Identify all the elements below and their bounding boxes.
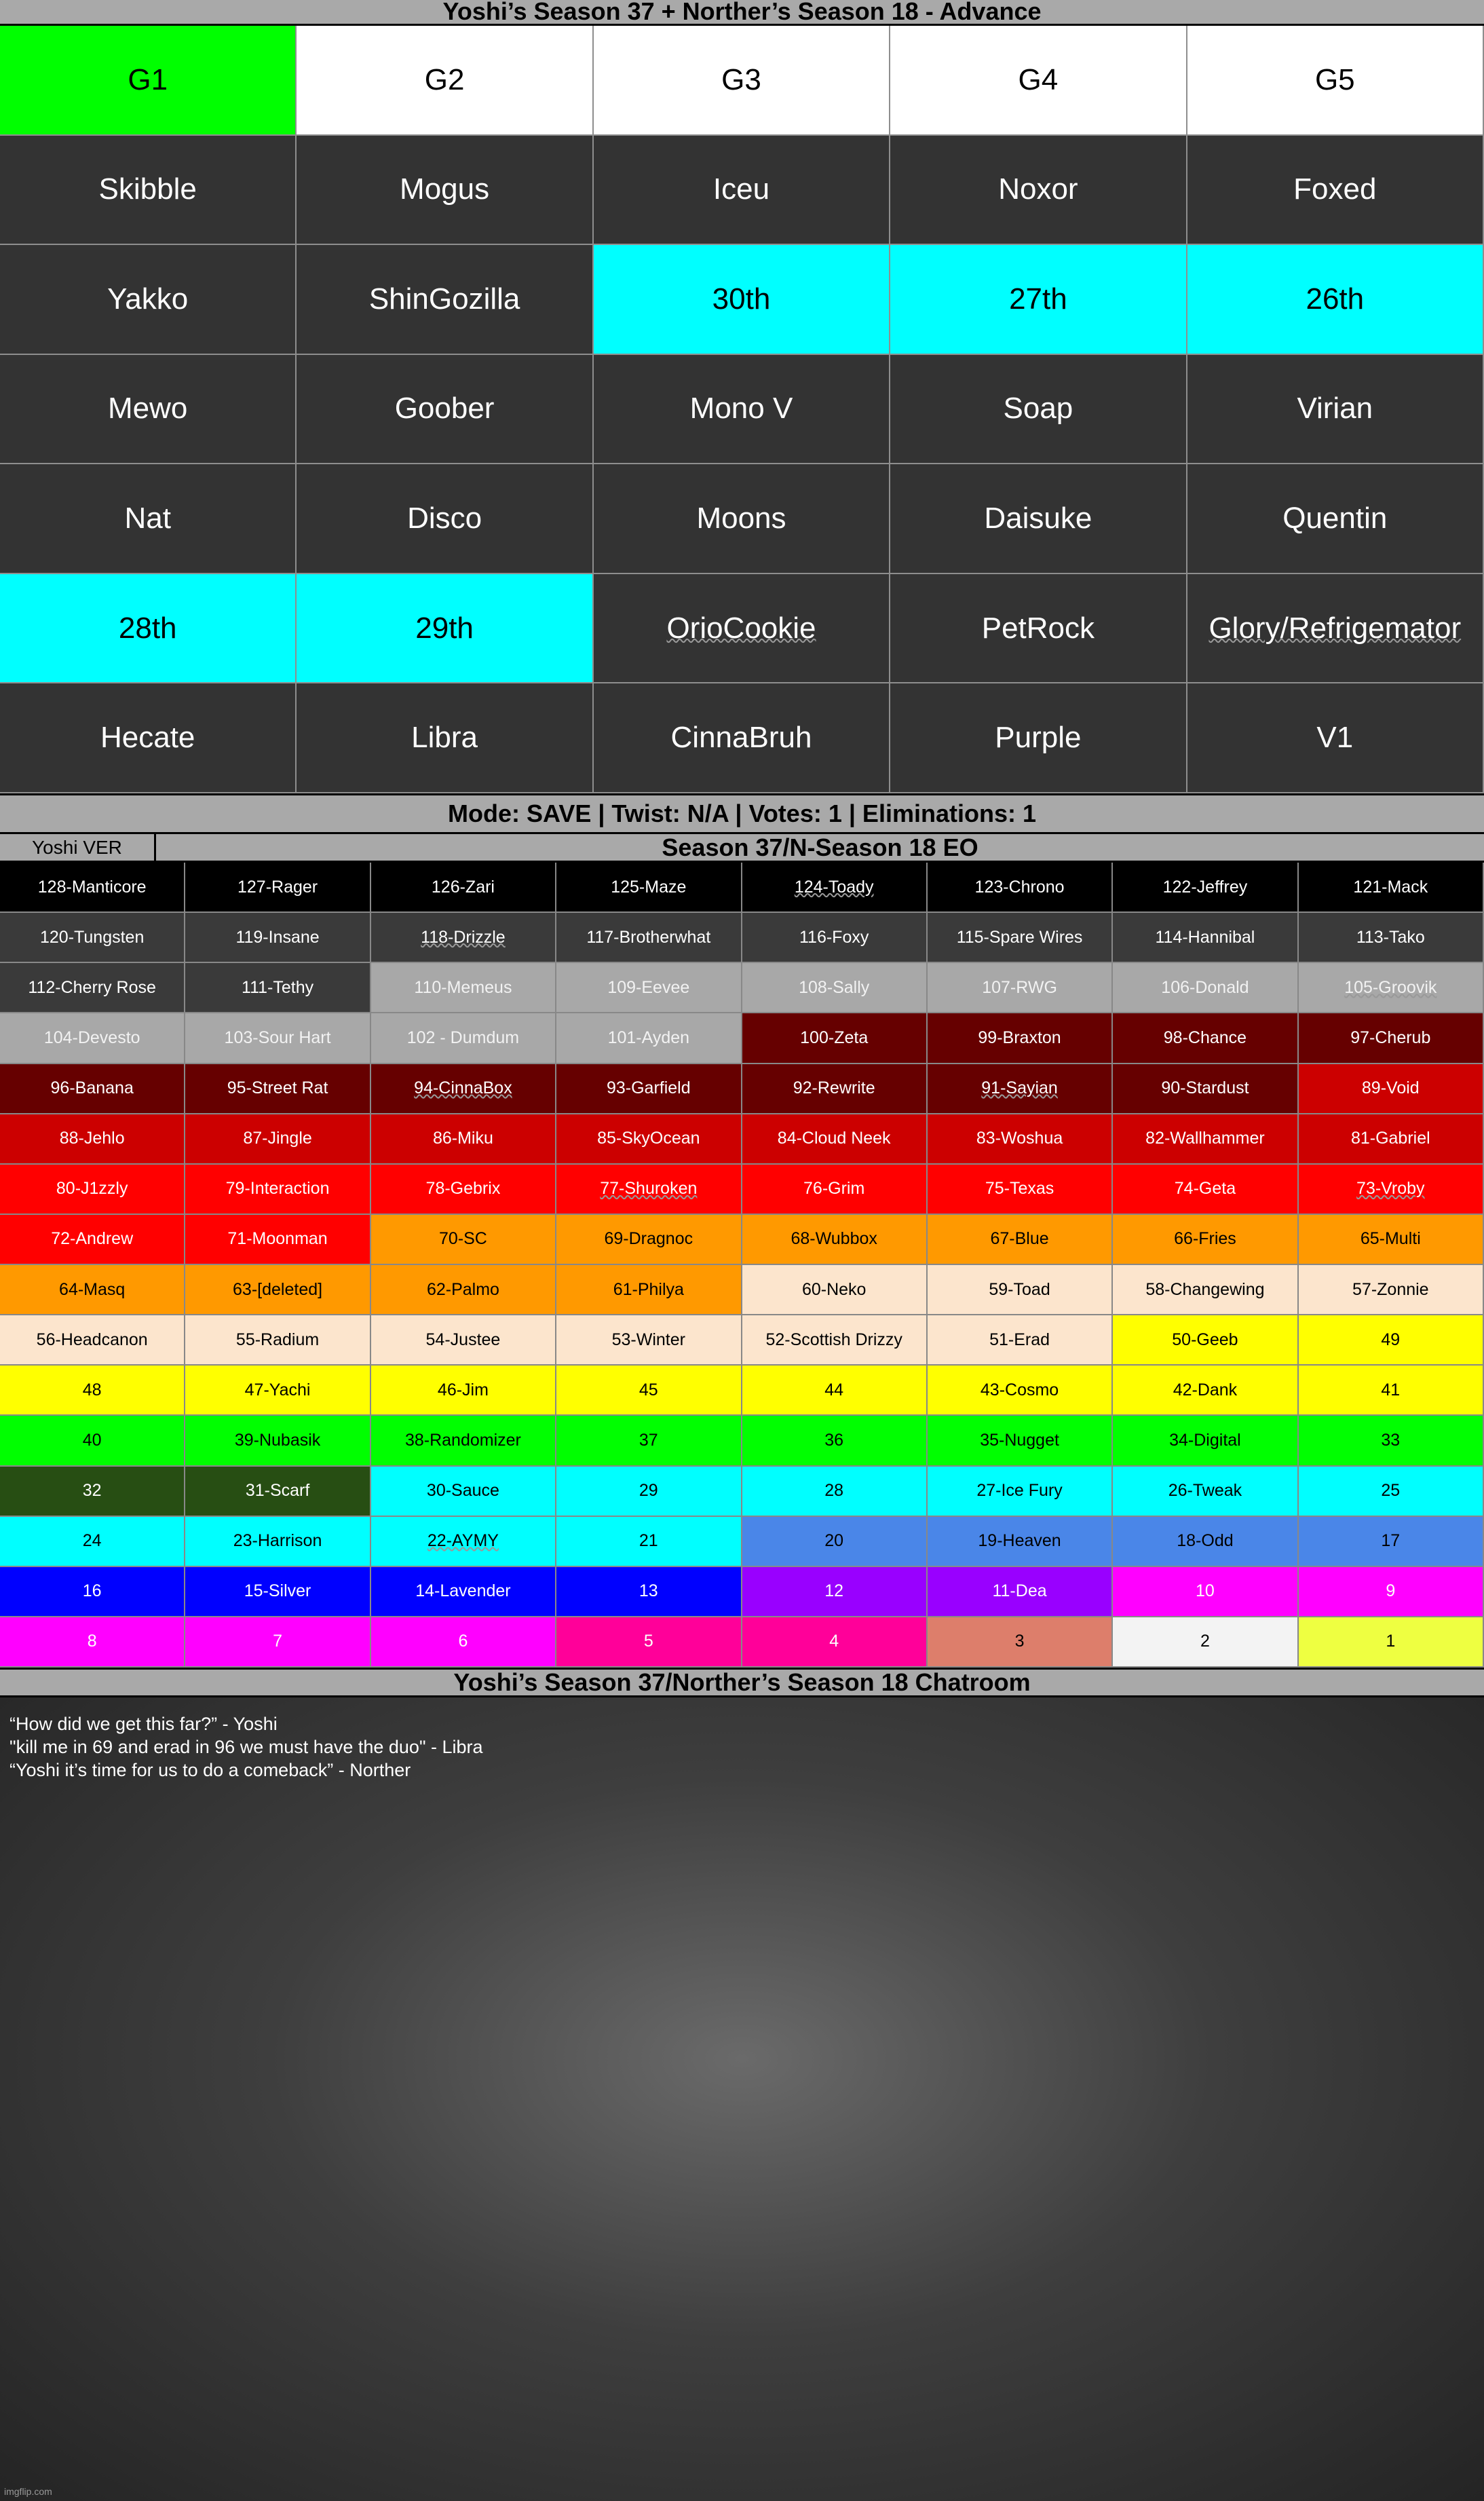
- eo-cell: 96-Banana: [0, 1064, 185, 1114]
- eo-cell: 90-Stardust: [1113, 1064, 1298, 1114]
- eo-cell: 41: [1299, 1366, 1484, 1416]
- eo-cell: 52-Scottish Drizzy: [742, 1315, 928, 1366]
- group-header-g5: G5: [1187, 26, 1484, 136]
- eo-cell: 110-Memeus: [371, 963, 556, 1013]
- group-cell: 30th: [594, 245, 890, 355]
- group-grid: [0, 26, 1484, 793]
- eo-cell: 88-Jehlo: [0, 1114, 185, 1165]
- eo-cell: 119-Insane: [185, 913, 370, 963]
- eo-cell: 121-Mack: [1299, 863, 1484, 913]
- eo-cell: 82-Wallhammer: [1113, 1114, 1298, 1165]
- eo-cell: 102 - Dumdum: [371, 1013, 556, 1064]
- eo-cell: 39-Nubasik: [185, 1416, 370, 1466]
- eo-cell: 124-Toady: [742, 863, 928, 913]
- eo-cell: 10: [1113, 1567, 1298, 1617]
- eo-cell: 5: [556, 1617, 742, 1668]
- eo-cell: 99-Braxton: [928, 1013, 1113, 1064]
- eo-cell: 86-Miku: [371, 1114, 556, 1165]
- eo-cell: 40: [0, 1416, 185, 1466]
- eo-cell: 1: [1299, 1617, 1484, 1668]
- group-cell: 28th: [0, 574, 297, 684]
- group-cell: Iceu: [594, 136, 890, 246]
- chat-message: “Yoshi it’s time for us to do a comeback” - Norther: [9, 1760, 411, 1780]
- page-title: Yoshi’s Season 37 + Norther’s Season 18 - Advance: [0, 0, 1484, 26]
- eo-cell: 125-Maze: [556, 863, 742, 913]
- group-cell: PetRock: [890, 574, 1187, 684]
- eo-cell: 59-Toad: [928, 1265, 1113, 1315]
- eo-cell: 108-Sally: [742, 963, 928, 1013]
- eo-cell: 12: [742, 1567, 928, 1617]
- eo-cell: 115-Spare Wires: [928, 913, 1113, 963]
- eo-cell: 74-Geta: [1113, 1165, 1298, 1215]
- mode-status-bar: Mode: SAVE | Twist: N/A | Votes: 1 | Eliminations: 1: [0, 793, 1484, 834]
- eo-cell: 35-Nugget: [928, 1416, 1113, 1466]
- group-cell: Mewo: [0, 355, 297, 465]
- eo-cell: 122-Jeffrey: [1113, 863, 1298, 913]
- eo-cell: 15-Silver: [185, 1567, 370, 1617]
- eo-cell: 69-Dragnoc: [556, 1215, 742, 1265]
- group-cell: Goober: [297, 355, 593, 465]
- group-cell: ShinGozilla: [297, 245, 593, 355]
- eo-cell: 106-Donald: [1113, 963, 1298, 1013]
- eo-cell: 38-Randomizer: [371, 1416, 556, 1466]
- eo-header-row: [0, 834, 1484, 863]
- eo-cell: 34-Digital: [1113, 1416, 1298, 1466]
- eo-cell: 98-Chance: [1113, 1013, 1298, 1064]
- group-cell: Hecate: [0, 683, 297, 793]
- eo-cell: 113-Tako: [1299, 913, 1484, 963]
- eo-cell: 57-Zonnie: [1299, 1265, 1484, 1315]
- eo-cell: 70-SC: [371, 1215, 556, 1265]
- eo-cell: 46-Jim: [371, 1366, 556, 1416]
- eo-cell: 13: [556, 1567, 742, 1617]
- eo-cell: 44: [742, 1366, 928, 1416]
- eo-cell: 79-Interaction: [185, 1165, 370, 1215]
- eo-cell: 32: [0, 1467, 185, 1517]
- eo-cell: 49: [1299, 1315, 1484, 1366]
- watermark: imgflip.com: [4, 2486, 52, 2497]
- eo-cell: 126-Zari: [371, 863, 556, 913]
- eo-cell: 127-Rager: [185, 863, 370, 913]
- group-cell: 26th: [1187, 245, 1484, 355]
- group-header-g2: G2: [297, 26, 593, 136]
- eo-cell: 65-Multi: [1299, 1215, 1484, 1265]
- eo-cell: 56-Headcanon: [0, 1315, 185, 1366]
- eo-cell: 61-Philya: [556, 1265, 742, 1315]
- eo-title: Season 37/N-Season 18 EO: [662, 833, 978, 861]
- eo-cell: 62-Palmo: [371, 1265, 556, 1315]
- chat-message: “How did we get this far?” - Yoshi: [9, 1714, 278, 1734]
- chatroom-area: [0, 1697, 1484, 2501]
- eo-cell: 21: [556, 1517, 742, 1567]
- group-cell: 29th: [297, 574, 593, 684]
- eo-cell: 58-Changewing: [1113, 1265, 1298, 1315]
- group-cell: Foxed: [1187, 136, 1484, 246]
- eo-cell: 27-Ice Fury: [928, 1467, 1113, 1517]
- eo-cell: 116-Foxy: [742, 913, 928, 963]
- eo-cell: 85-SkyOcean: [556, 1114, 742, 1165]
- eo-cell: 128-Manticore: [0, 863, 185, 913]
- group-cell: Quentin: [1187, 464, 1484, 574]
- eo-cell: 105-Groovik: [1299, 963, 1484, 1013]
- eo-cell: 81-Gabriel: [1299, 1114, 1484, 1165]
- eo-cell: 37: [556, 1416, 742, 1466]
- eo-cell: 11-Dea: [928, 1567, 1113, 1617]
- eo-cell: 78-Gebrix: [371, 1165, 556, 1215]
- eo-cell: 80-J1zzly: [0, 1165, 185, 1215]
- eo-cell: 29: [556, 1467, 742, 1517]
- eo-cell: 30-Sauce: [371, 1467, 556, 1517]
- group-cell: Skibble: [0, 136, 297, 246]
- eo-cell: 19-Heaven: [928, 1517, 1113, 1567]
- eo-cell: 118-Drizzle: [371, 913, 556, 963]
- eo-cell: 91-Sayian: [928, 1064, 1113, 1114]
- eo-cell: 67-Blue: [928, 1215, 1113, 1265]
- eo-cell: 72-Andrew: [0, 1215, 185, 1265]
- eo-cell: 75-Texas: [928, 1165, 1113, 1215]
- chatroom-title: Yoshi’s Season 37/Norther’s Season 18 Chatroom: [0, 1668, 1484, 1697]
- eo-cell: 101-Ayden: [556, 1013, 742, 1064]
- eo-cell: 33: [1299, 1416, 1484, 1466]
- eo-cell: 68-Wubbox: [742, 1215, 928, 1265]
- group-cell: Mogus: [297, 136, 593, 246]
- eo-cell: 3: [928, 1617, 1113, 1668]
- group-cell: Moons: [594, 464, 890, 574]
- eo-cell: 95-Street Rat: [185, 1064, 370, 1114]
- eo-cell: 77-Shuroken: [556, 1165, 742, 1215]
- eo-cell: 114-Hannibal: [1113, 913, 1298, 963]
- eo-cell: 50-Geeb: [1113, 1315, 1298, 1366]
- eo-cell: 20: [742, 1517, 928, 1567]
- eo-cell: 53-Winter: [556, 1315, 742, 1366]
- eo-cell: 8: [0, 1617, 185, 1668]
- group-cell: Daisuke: [890, 464, 1187, 574]
- eo-cell: 107-RWG: [928, 963, 1113, 1013]
- eo-cell: 103-Sour Hart: [185, 1013, 370, 1064]
- eo-cell: 64-Masq: [0, 1265, 185, 1315]
- eo-cell: 9: [1299, 1567, 1484, 1617]
- eo-cell: 42-Dank: [1113, 1366, 1298, 1416]
- group-cell: Purple: [890, 683, 1187, 793]
- group-header-g3: G3: [594, 26, 890, 136]
- eo-cell: 84-Cloud Neek: [742, 1114, 928, 1165]
- group-cell: V1: [1187, 683, 1484, 793]
- group-header-g1: G1: [0, 26, 297, 136]
- eo-cell: 24: [0, 1517, 185, 1567]
- eo-cell: 47-Yachi: [185, 1366, 370, 1416]
- chat-messages: [9, 1712, 483, 1782]
- version-label: Yoshi VER: [0, 834, 156, 861]
- group-cell: 27th: [890, 245, 1187, 355]
- elimination-order-grid: [0, 863, 1484, 1668]
- eo-cell: 16: [0, 1567, 185, 1617]
- group-cell: CinnaBruh: [594, 683, 890, 793]
- eo-cell: 14-Lavender: [371, 1567, 556, 1617]
- eo-cell: 71-Moonman: [185, 1215, 370, 1265]
- eo-cell: 36: [742, 1416, 928, 1466]
- eo-cell: 26-Tweak: [1113, 1467, 1298, 1517]
- group-cell: Noxor: [890, 136, 1187, 246]
- eo-cell: 63-[deleted]: [185, 1265, 370, 1315]
- group-cell: Glory/Refrigemator: [1187, 574, 1484, 684]
- eo-cell: 28: [742, 1467, 928, 1517]
- eo-cell: 22-AYMY: [371, 1517, 556, 1567]
- eo-cell: 4: [742, 1617, 928, 1668]
- eo-cell: 31-Scarf: [185, 1467, 370, 1517]
- eo-cell: 23-Harrison: [185, 1517, 370, 1567]
- eo-cell: 51-Erad: [928, 1315, 1113, 1366]
- eo-cell: 43-Cosmo: [928, 1366, 1113, 1416]
- eo-cell: 7: [185, 1617, 370, 1668]
- eo-cell: 17: [1299, 1517, 1484, 1567]
- group-cell: OrioCookie: [594, 574, 890, 684]
- eo-cell: 100-Zeta: [742, 1013, 928, 1064]
- eo-cell: 6: [371, 1617, 556, 1668]
- eo-cell: 120-Tungsten: [0, 913, 185, 963]
- eo-cell: 123-Chrono: [928, 863, 1113, 913]
- eo-cell: 48: [0, 1366, 185, 1416]
- eo-cell: 92-Rewrite: [742, 1064, 928, 1114]
- group-cell: Virian: [1187, 355, 1484, 465]
- eo-cell: 18-Odd: [1113, 1517, 1298, 1567]
- eo-cell: 2: [1113, 1617, 1298, 1668]
- group-cell: Libra: [297, 683, 593, 793]
- eo-cell: 60-Neko: [742, 1265, 928, 1315]
- eo-cell: 45: [556, 1366, 742, 1416]
- group-header-g4: G4: [890, 26, 1187, 136]
- eo-cell: 87-Jingle: [185, 1114, 370, 1165]
- group-cell: Yakko: [0, 245, 297, 355]
- eo-cell: 93-Garfield: [556, 1064, 742, 1114]
- eo-cell: 89-Void: [1299, 1064, 1484, 1114]
- group-cell: Nat: [0, 464, 297, 574]
- eo-cell: 25: [1299, 1467, 1484, 1517]
- chat-message: "kill me in 69 and erad in 96 we must have the duo" - Libra: [9, 1737, 483, 1757]
- group-cell: Mono V: [594, 355, 890, 465]
- eo-cell: 104-Devesto: [0, 1013, 185, 1064]
- eo-cell: 55-Radium: [185, 1315, 370, 1366]
- group-cell: Soap: [890, 355, 1187, 465]
- eo-cell: 94-CinnaBox: [371, 1064, 556, 1114]
- eo-cell: 66-Fries: [1113, 1215, 1298, 1265]
- eo-cell: 117-Brotherwhat: [556, 913, 742, 963]
- eo-cell: 73-Vroby: [1299, 1165, 1484, 1215]
- eo-cell: 97-Cherub: [1299, 1013, 1484, 1064]
- eo-cell: 83-Woshua: [928, 1114, 1113, 1165]
- group-cell: Disco: [297, 464, 593, 574]
- eo-cell: 112-Cherry Rose: [0, 963, 185, 1013]
- eo-cell: 76-Grim: [742, 1165, 928, 1215]
- eo-cell: 111-Tethy: [185, 963, 370, 1013]
- eo-cell: 54-Justee: [371, 1315, 556, 1366]
- eo-cell: 109-Eevee: [556, 963, 742, 1013]
